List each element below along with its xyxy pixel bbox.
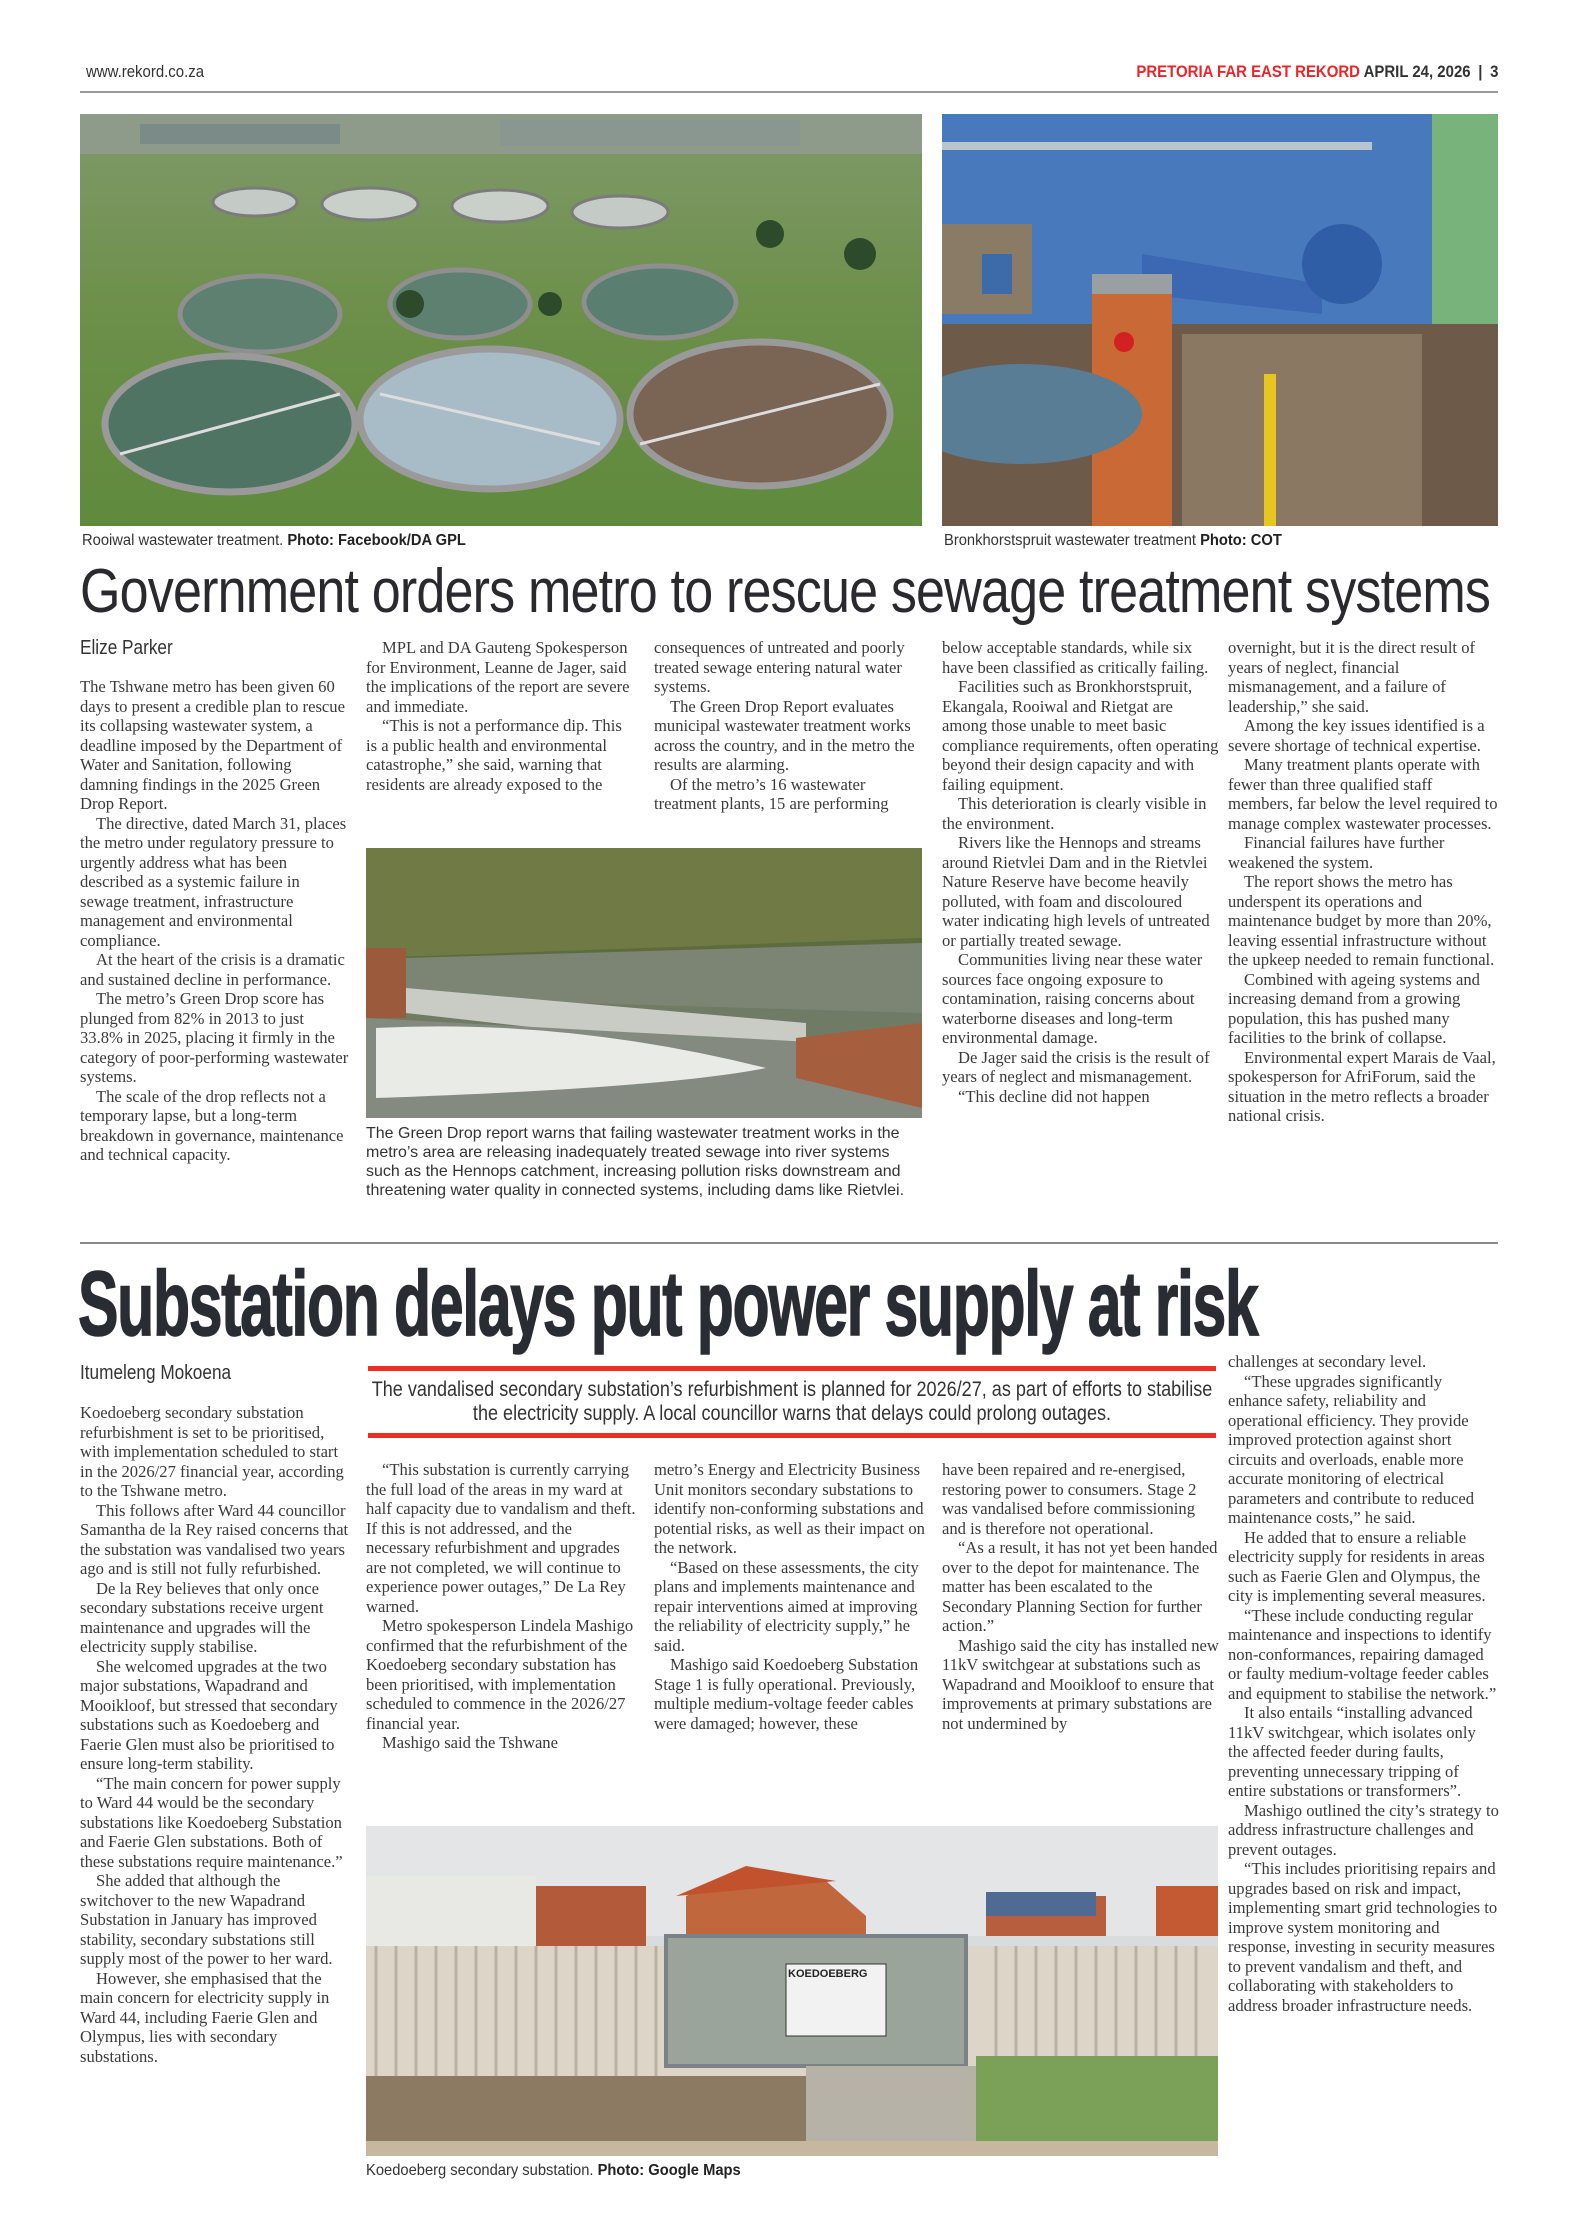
substation-sign-text: KOEDOEBERG	[788, 1968, 868, 1980]
story1-column-4: below acceptable standards, while six have been classified as critically failing. Facilities such as Bronkhorstspruit, Ekangala, Rooiwal and Rietgat are among those unable to meet basic compliance requirements, often operating beyond their design capacity and with failing equipment. This deterioration is clearly visible in the environment. Rivers like the Hennops and streams around Rietvlei Dam and in the Rietvlei Nature Reserve have become heavily polluted, with foam and discoloured water indicating high levels of untreated or partially treated sewage. Communities living near these water sources face ongoing exposure to contamination, raising concerns about waterborne diseases and long-term environmental damage. De Jager said the crisis is the result of years of neglect and mismanagement. “This decline did not happen	[942, 638, 1219, 1106]
standfirst-text: The vandalised secondary substation’s refurbishment is planned for 2026/27, as part of efforts to stabilise the electricity supply. A local councillor warns that delays could prolong outages.	[371, 1378, 1213, 1425]
bronkhorstspruit-pump-photo	[942, 114, 1498, 526]
story1-column-1: The Tshwane metro has been given 60 days to present a credible plan to rescue its collapsing wastewater system, a deadline imposed by the Department of Water and Sanitation, following damning findings in the 2025 Green Drop Report. The directive, dated March 31, places the metro under regulatory pressure to urgently address what has been described as a systemic failure in sewage treatment, infrastructure management and environmental compliance. At the heart of the crisis is a dramatic and sustained decline in performance. The metro’s Green Drop score has plunged from 82% in 2013 to just 33.8% in 2025, placing it firmly in the category of poor-performing wastewater systems. The scale of the drop reflects not a temporary lapse, but a long-term breakdown in governance, maintenance and technical capacity.	[80, 677, 349, 1164]
story2-column-5: challenges at secondary level. “These upgrades significantly enhance safety, reliability and operational efficiency. They provide improved protection against short circuits and overloads, enable more accurate monitoring of electrical parameters and contribute to reduced maintenance costs,” he said. He added that to ensure a reliable electricity supply for residents in areas such as Faerie Glen and Olympus, the city is implementing several measures. “These include conducting regular maintenance and inspections to identify non-conformances, repairing damaged or faulty medium-voltage feeder cables and equipment to stabilise the network.” It also entails “installing advanced 11kV switchgear, which isolates only the affected feeder during faults, preventing unnecessary tripping of entire substations or transformers”. Mashigo outlined the city’s strategy to address infrastructure challenges and prevent outages. “This includes prioritising repairs and upgrades based on risk and impact, implementing smart grid technologies to improve system monitoring and response, investing in security measures to prevent vandalism and theft, and collaborating with stakeholders to address broader infrastructure needs.	[1228, 1352, 1499, 2015]
headline-sewage: Government orders metro to rescue sewage treatment systems	[80, 557, 1491, 626]
koedoeberg-substation-photo	[366, 1826, 1218, 2156]
weir-river-photo	[366, 848, 922, 1118]
story2-column-2: “This substation is currently carrying the full load of the areas in my ward at half capacity due to vandalism and theft. If this is not addressed, and the necessary refurbishment and upgrades are not completed, we will continue to experience power outages,” De La Rey warned. Metro spokesperson Lindela Mashigo confirmed that the refurbishment of the Koedoeberg secondary substation has been prioritised, with implementation scheduled to commence in the 2026/27 financial year. Mashigo said the Tshwane	[366, 1460, 636, 1752]
page-number: 3	[1489, 62, 1498, 81]
site-url[interactable]: www.rekord.co.za	[86, 62, 205, 81]
rooiwal-aerial-photo	[80, 114, 922, 526]
story1-column-3: consequences of untreated and poorly treated sewage entering natural water systems. The Green Drop Report evaluates municipal wastewater treatment works across the country, and in the metro the results are alarming. Of the metro’s 16 wastewater treatment plants, 15 are performing	[654, 638, 915, 813]
separator: |	[1477, 62, 1482, 81]
issue-date: APRIL 24, 2026	[1363, 62, 1471, 81]
standfirst-box	[368, 1366, 1216, 1438]
byline-itumeleng-mokoena: Itumeleng Mokoena	[80, 1362, 232, 1384]
weir-photo-caption: The Green Drop report warns that failing wastewater treatment works in the metro’s area are releasing inadequately treated sewage into river systems such as the Hennops catchment, increasing pollution risks downstream and threatening water quality in connected systems, including dams like Rietvlei.	[366, 1125, 905, 1199]
byline-elize-parker: Elize Parker	[80, 637, 173, 659]
story1-column-5: overnight, but it is the direct result of years of neglect, financial mismanagement, and a failure of leadership,” she said. Among the key issues identified is a severe shortage of technical expertise. Many treatment plants operate with fewer than three qualified staff members, far below the level required to manage complex wastewater processes. Financial failures have further weakened the system. The report shows the metro has underspent its operations and maintenance budget by more than 20%, leaving essential infrastructure without the upkeep needed to remain functional. Combined with ageing systems and increasing demand from a growing population, this has pushed many facilities to the brink of collapse. Environmental expert Marais de Vaal, spokesperson for AfriForum, said the situation in the metro reflects a broader national crisis.	[1228, 638, 1498, 1125]
story2-column-3: metro’s Energy and Electricity Business Unit monitors secondary substations to identify non-conforming substations and potential risks, as well as their impact on the network. “Based on these assessments, the city plans and implements maintenance and repair interventions aimed at improving the reliability of electricity supply,” he said. Mashigo said Koedoeberg Substation Stage 1 is fully operational. Previously, multiple medium-voltage feeder cables were damaged; however, these	[654, 1460, 925, 1733]
story2-column-1: Koedoeberg secondary substation refurbishment is set to be prioritised, with implementation scheduled to start in the 2026/27 financial year, according to the Tshwane metro. This follows after Ward 44 councillor Samantha de la Rey raised concerns that the substation was vandalised two years ago and is still not fully refurbished. De la Rey believes that only once secondary substations receive urgent maintenance and upgrades will the electricity supply stabilise. She welcomed upgrades at the two major substations, Wapadrand and Mooikloof, but stressed that secondary substations such as Koedoeberg and Faerie Glen must also be prioritised to ensure long-term stability. “The main concern for power supply to Ward 44 would be the secondary substations like Koedoeberg Substation and Faerie Glen substations. Both of these substations require maintenance.” She added that although the switchover to the new Wapadrand Substation in January has improved stability, secondary substations still supply most of the power to her ward. However, she emphasised that the main concern for electricity supply in Ward 44, including Faerie Glen and Olympus, lies with secondary substations.	[80, 1403, 349, 2066]
story-divider	[80, 1242, 1498, 1244]
photo-caption-bronkhorstspruit: Bronkhorstspruit wastewater treatment Photo: COT	[944, 532, 1282, 549]
header-divider	[80, 91, 1498, 93]
photo-credit: Photo: COT	[1200, 532, 1282, 549]
story2-column-4: have been repaired and re-energised, restoring power to consumers. Stage 2 was vandalised before commissioning and is therefore not operational. “As a result, it has not yet been handed over to the depot for maintenance. The matter has been escalated to the Secondary Planning Section for further action.” Mashigo said the city has installed new 11kV switchgear at substations such as Wapadrand and Mooikloof to ensure that improvements at primary substations are not undermined by	[942, 1460, 1219, 1733]
standfirst-bottom-bar	[368, 1433, 1216, 1438]
photo-credit: Photo: Google Maps	[597, 2162, 741, 2179]
headline-substation: Substation delays put power supply at risk	[78, 1253, 1258, 1355]
paper-name: PRETORIA FAR EAST REKORD	[1135, 62, 1360, 81]
masthead-info	[1136, 62, 1498, 82]
story1-column-2: MPL and DA Gauteng Spokesperson for Environment, Leanne de Jager, said the implications of the report are severe and immediate. “This is not a performance dip. This is a public health and environmental catastrophe,” she said, warning that residents are already exposed to the	[366, 638, 630, 794]
photo-caption-rooiwal: Rooiwal wastewater treatment. Photo: Facebook/DA GPL	[82, 532, 466, 549]
photo-credit: Photo: Facebook/DA GPL	[287, 532, 466, 549]
photo-caption-koedoeberg: Koedoeberg secondary substation. Photo: Google Maps	[366, 2162, 741, 2179]
